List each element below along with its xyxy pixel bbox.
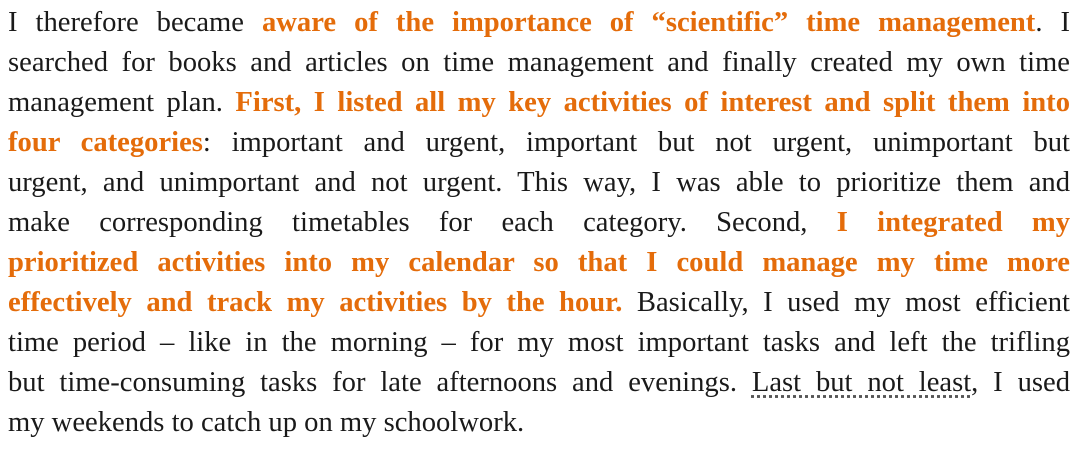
paragraph-line — [8, 403, 1070, 443]
text-run: my weekends to catch up on my schoolwork. — [8, 407, 525, 438]
text-run: , I used — [971, 367, 1070, 398]
paragraph-line — [8, 3, 1070, 43]
text-run: I therefore became — [8, 7, 262, 38]
highlighted-phrase: First, I listed all my key activities of interest and split them into — [235, 87, 1070, 118]
text-run: time period – like in the morning – for my most important tasks and left the trifling — [8, 327, 1070, 358]
paragraph-line — [8, 163, 1070, 203]
paragraph-line — [8, 323, 1070, 363]
text-run: . I — [1035, 7, 1070, 38]
document-paragraph — [8, 3, 1070, 443]
paragraph-line — [8, 123, 1070, 163]
paragraph-line — [8, 243, 1070, 283]
text-run: management plan. — [8, 87, 236, 118]
text-run: searched for books and articles on time management and finally created my own time — [8, 47, 1070, 78]
paragraph-line — [8, 83, 1070, 123]
text-run: : important and urgent, important but not urgent, unimportant but — [202, 127, 1071, 158]
paragraph-line — [8, 283, 1070, 323]
text-run: make corresponding timetables for each category. Second, — [8, 207, 837, 238]
paragraph-line — [8, 363, 1070, 403]
highlighted-phrase: prioritized activities into my calendar so that I could manage my time more — [8, 247, 1070, 278]
highlighted-phrase: effectively and track my activities by the hour. — [8, 287, 623, 318]
paragraph-line — [8, 203, 1070, 243]
highlighted-phrase: four categories — [8, 127, 203, 158]
dotted-underlined-phrase: Last but not least — [751, 367, 972, 398]
text-run: Basically, I used my most efficient — [622, 287, 1070, 318]
text-run: but time-consuming tasks for late afternoons and evenings. — [8, 367, 752, 398]
paragraph-line — [8, 43, 1070, 83]
text-run: urgent, and unimportant and not urgent. This way, I was able to prioritize them and — [8, 167, 1070, 198]
highlighted-phrase: I integrated my — [836, 207, 1070, 238]
highlighted-phrase: aware of the importance of “scientific” time management — [261, 7, 1036, 38]
